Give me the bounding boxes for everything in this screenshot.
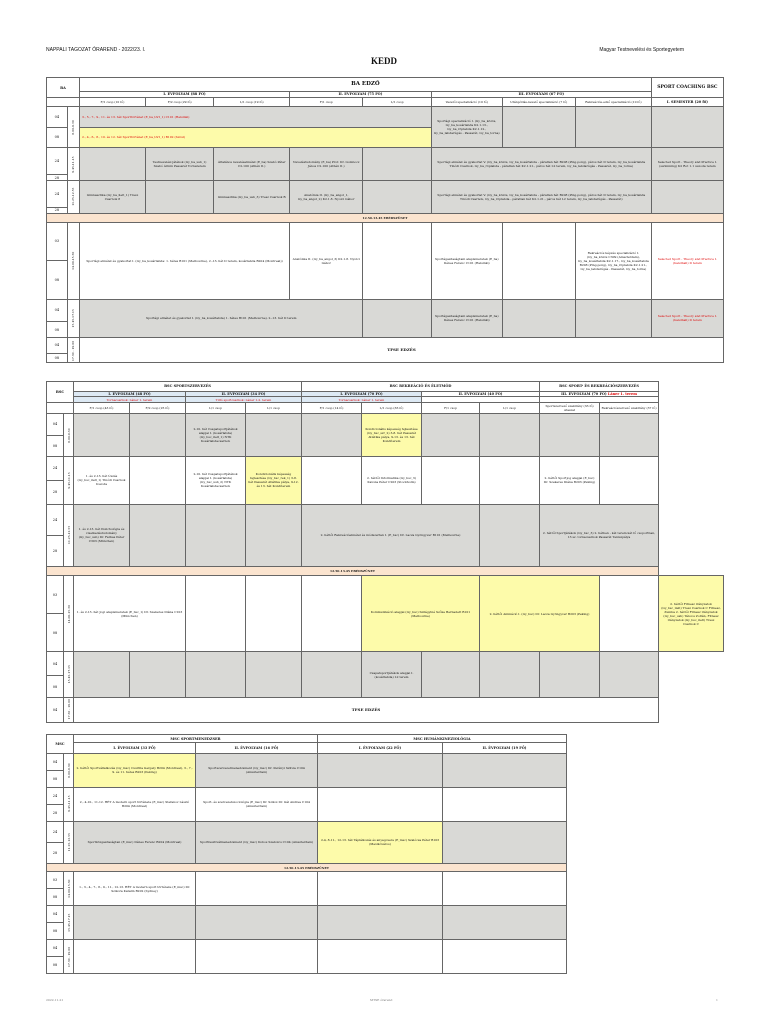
class-cell[interactable]: 3., 5., 7., 9., 11. és 13. hét Sporttörténet (E_ba_tört_1) C101 (Helsinki) xyxy=(79,107,431,127)
class-cell[interactable]: 2-10. hét Csapatsportjátékok alapjai I. (kosárlabda) (Gy_bsc_usb_2) NTK Kosárlabdacsarnok xyxy=(186,457,246,505)
time-slot: 14.00-15.30 xyxy=(64,576,74,652)
header-right: Magyar Testnevelési és Sportegyetem xyxy=(599,47,684,53)
table-corner-msc: MSC xyxy=(47,735,74,754)
class-cell[interactable]: Gimnasztika (Gy_ba_ilelt_1) Tresz Csarnok 8 xyxy=(79,180,145,213)
time-slot: 8.00-9.30 xyxy=(64,754,74,788)
class-cell[interactable]: Sportközgazdaságtan (E_msc) Dénes Ferenc B204 (Montreal) xyxy=(74,821,196,863)
day-number: 08 xyxy=(47,923,64,940)
day-number: 08 xyxy=(47,956,64,973)
day-number: 08 xyxy=(47,127,68,147)
bsc-schedule-table xyxy=(46,381,724,723)
class-cell[interactable]: Csapatsportjátékok alapjai I. (kosárlabda) L2 terem xyxy=(362,652,422,697)
class-cell[interactable]: Neveléstudomány (E_ba) Prof. Dr. Gombocz János C2-100 (Athén II.) xyxy=(290,148,363,181)
class-cell[interactable]: Sportszervezetmenedzsment (Gy_msc) Dr. Perényi Szilvia C104 (Amszterdam) xyxy=(196,754,318,788)
day-number: 03 xyxy=(47,576,64,614)
class-cell[interactable]: Selected Sport - Theory and Practice I. (swimming) K2 Rot 1.1 uszoda terem xyxy=(651,148,723,181)
class-cell[interactable]: Kommunikáció alapjai (Gy_bsc) Szilágyiné Szőke Bernadett B101 (Melbourne) xyxy=(362,576,480,652)
class-cell[interactable]: 1. és 2-13. hét Úszás (Gy_bsc_ilelt_1) Tinódi Csarnok Uszoda xyxy=(74,457,130,505)
header-left: NAPPALI TAGOZAT ÓRAREND - 2022/23. I. xyxy=(46,47,146,53)
day-title: KEDD xyxy=(370,56,397,66)
group-header: Rekreációszervező szakirány (37 fő) xyxy=(600,403,659,414)
class-cell[interactable]: Anatómia II. (Gy_ba_angol_1, Gy_ba_angol_2) K2.1.8. Nyolci Gábor xyxy=(290,180,363,213)
year-header: II. ÉVFOLYAM (75 FŐ) xyxy=(290,91,432,98)
class-cell[interactable]: Gimnasztika (Gy_ba_usb_3) Tresz Csarnok B xyxy=(214,180,290,213)
class-cell[interactable]: Kondicionális képesség fejlesztése (Gy_bsc_szr_2) 3-8. hét Passarét Atlétika pálya, 9-13. és 13. hét Kondíterem xyxy=(362,414,422,457)
group-header: F/2 csop (29 fő) xyxy=(145,98,213,107)
year-note: Tiltó sportcsarnok: Láner 1-2. terem xyxy=(186,397,302,403)
day-number: 04 xyxy=(47,338,68,354)
year-header: I. ÉVFOLYAM (48 FŐ) xyxy=(74,391,186,397)
year-header: II. ÉVFOLYAM (40 FŐ) xyxy=(422,391,540,397)
time-slot: 11.25-12.55 xyxy=(67,180,79,213)
group-header: F/1 csop (43 fő) xyxy=(74,403,130,414)
year-note: Tornacsarnok: Láner 1. terem xyxy=(302,397,422,403)
tfse-training: TFSE EDZÉS xyxy=(79,338,723,363)
day-number: 24 xyxy=(47,180,68,207)
time-slot: 15.45-17.15 xyxy=(64,652,74,697)
day-number: 04 xyxy=(47,906,64,923)
day-number: 08 xyxy=(47,889,64,906)
year-header: II. ÉVFOLYAM (34 FŐ) xyxy=(186,391,302,397)
day-number: 08 xyxy=(47,435,64,456)
group-header: L/1 csop (36 fő) xyxy=(362,403,422,414)
group-header: F/1 csop (10 fő) xyxy=(79,98,145,107)
class-cell[interactable]: Rekreációs képzés specializáció I. (Gy_ba_közös C309 (Amszterdam), Gy_ba_kosárlabda K2.1.17., Gy_ba_kosárlabda B208 (Ping-pong), Gy_ba_röplabda K2.1.21., Gy_ba_labdarúgás - Passarét, Gy_ba_torna) xyxy=(575,222,651,299)
day-number: 08 xyxy=(47,770,64,787)
class-cell[interactable]: Selected Sport - Theory and Practice I. (handball) D terem xyxy=(651,299,723,337)
year-header: I. ÉVFOLYAM (88 FŐ) xyxy=(79,91,289,98)
group-header: L/1 csop xyxy=(363,98,431,107)
time-slot: 8.00-9.30 xyxy=(67,107,79,148)
footer-right: 1 xyxy=(716,998,718,1002)
class-cell[interactable]: Sportágazdaságtani alapismeretek (E_ba) Dénes Ferenc C101 (Helsinki) xyxy=(431,222,502,299)
class-cell[interactable]: Sportági specializáció I. (Gy_ba_közös, Gy_ba_kosárlabda K2.1.13., Gy_ba_röplabda K2.1.12., Gy_ba_labdarúgás - Passarét, Gy_ba_torna) xyxy=(431,107,502,148)
day-number: 24 xyxy=(47,457,64,481)
day-number: 24 xyxy=(47,821,64,842)
class-cell[interactable]: 2-4, 8-11., 12-13. hét Táplálkozás és anyagcsere (E_msc) Szalócsa Péter B103 (Mexikóváros) xyxy=(318,821,443,863)
class-cell[interactable]: Selected Sport - Theory and Practice I. (handball) D terem xyxy=(651,222,723,299)
year-header: II. ÉVFOLYAM (16 FŐ) xyxy=(196,743,318,754)
group-header: L/1 csop (19 fő) xyxy=(214,98,290,107)
group-header: Rekreációs-edző specializáció (10 fő) xyxy=(575,98,651,107)
group-header: Vezetői specializáció (10 fő) xyxy=(431,98,502,107)
class-cell[interactable]: Sportági elmélet és gyakorlat V. (Gy_ba_közös, Gy_ba_kosárlabda - páratlan hét B208 (Ping-pong), páros hét D terem, Gy_ba_kosárlabda Tinódi Csarnok, Gy_ba_röplabda - páratlan hét K2.1.21., páros hét L2 terem, Gy_ba_labdarúgás - Passarét) xyxy=(431,180,651,213)
section-title: BSC SPORTSZERVEZÉS xyxy=(74,382,302,392)
class-cell[interactable]: Sportági elmélet és gyakorlat I. (Gy_ba_kosárlabda) 1. hétes B101 (Melbourne), 2.-13. hét D terem xyxy=(79,299,362,337)
year-header: II. ÉVFOLYAM (19 FŐ) xyxy=(443,743,567,754)
day-number: 24 xyxy=(47,504,64,535)
year-header: I. ÉVFOLYAM (22 FŐ) xyxy=(318,743,443,754)
lunch-break: 12.50-13.45 EBÉDSZÜNET xyxy=(47,213,724,222)
semester-header: I. SEMESTER (20 fő) xyxy=(651,98,723,107)
time-slot: 8.00-9.30 xyxy=(64,414,74,457)
ba-schedule-table xyxy=(46,77,724,363)
class-cell[interactable]: 2. héttől Animáció I. (Gy_bsc) Dr. Lacza Gyöngyver B203 (Peking) xyxy=(480,576,600,652)
day-number: 08 xyxy=(47,614,64,652)
lunch-break: 12.50-13.45 EBÉDSZÜNET xyxy=(47,863,567,871)
day-number: 08 xyxy=(47,676,64,697)
class-cell[interactable]: 2., 4-10., 11-12. HÉT A modern sport története (E_msc) Stefanov László B204 (Montreal) xyxy=(74,787,196,821)
class-cell[interactable]: 2., 4., 6., 8., 10. és 12. hét Sporttörténet (E_ba_tört_1) B102 (Szöul) xyxy=(79,127,431,147)
class-cell[interactable]: 1. és 2-13. hét Pszichológia és viselkedéstudomány (Gy_bsc_usb) Dr. Farkas Péter C303 (München) xyxy=(74,504,130,566)
class-cell[interactable]: Sportági elmélet és gyakorlat V. (Gy_ba_közös, Gy_ba_kosárlabda - páratlan hét B208 (Ping-pong), páros hét D terem, Gy_ba_kosárlabda Tinódi Csarnok, Gy_ba_röplabda - páratlan hét K2.1.21., páros hét L2 terem, Gy_ba_labdarúgás - Passarét, Gy_ba_torna) xyxy=(431,148,651,181)
year-header: III. ÉVFOLYAM (70 FŐ) Láner 1. terem xyxy=(540,391,659,397)
year-note: Tornacsarnok: Láner 1. terem xyxy=(74,397,186,403)
group-header: F/1 csop xyxy=(422,403,480,414)
group-header: Utánpótlás-nevelő specializáció (7 fő) xyxy=(502,98,575,107)
time-slot: 9.45-11.15 xyxy=(64,787,74,821)
footer-left: 2022-11-21 xyxy=(46,998,64,1002)
class-cell[interactable]: 2. héttől Sportvállalkozás (Gy_msc) Csurilla Gergely B204 (Montreal), 3., 7., 9. és 11. hétes B203 (Peking) xyxy=(74,754,196,788)
day-number: 03 xyxy=(47,222,68,260)
time-slot: 17.30 - 19.00 xyxy=(64,697,74,722)
class-cell[interactable]: Testnevelési játékok (Gy_ba_usb_1) Szabó Ármin Passarét Tornaterem xyxy=(145,148,213,181)
time-slot: 9.45-11.15 xyxy=(64,457,74,505)
section-title-sport-coaching: SPORT COACHING BSC xyxy=(651,78,723,98)
day-number: 28 xyxy=(47,842,64,863)
time-slot: 15.45-17.15 xyxy=(64,906,74,940)
class-cell[interactable]: 2. héttől Informatika (Gy_bsc_3) Katona Péter C203 (Stockholm) xyxy=(362,457,422,505)
class-cell[interactable]: Általános neveléselmélet (E_ba) Szabó Péter C2-100 (Athén II.) xyxy=(214,148,290,181)
tfse-training: TFSE EDZÉS xyxy=(74,697,659,722)
time-slot: 17.30 - 19.00 xyxy=(67,338,79,363)
group-header: L/1 csop xyxy=(480,403,540,414)
year-header: I. ÉVFOLYAM (70 FŐ) xyxy=(302,391,422,397)
group-header: L/1 csop xyxy=(246,403,302,414)
time-slot: 17.30 - 19.00 xyxy=(64,940,74,974)
day-number: 08 xyxy=(47,261,68,299)
section-title-ba-edzo: BA EDZŐ xyxy=(79,78,651,92)
year-header: I. ÉVFOLYAM (33 FŐ) xyxy=(74,743,196,754)
day-number: 04 xyxy=(47,107,68,127)
day-number: 04 xyxy=(47,652,64,676)
time-slot: 14.00-15.30 xyxy=(64,872,74,906)
footer-center: MTSE órarend xyxy=(370,998,393,1002)
class-cell[interactable]: 2. héttől Rekreációelmélet és módszertan I. (E_bsc) Dr. Lacza Gyöngyver B101 (Melbourne) xyxy=(302,504,480,566)
class-cell[interactable]: 2. héttől Fitnesz irányzatok (Gy_bsc_ilelt) Tresz Csarnok C Fitnesz, Zumba 2. héttől Fitnesz irányzatok (Gy_bsc_usb) Táncos Zoltán, Fitnesz irányzatok (Gy_bsc_ilelt) Tresz Csarnok C xyxy=(659,576,724,652)
class-cell[interactable]: Kondicionális képesség fejlesztése (Gy_bsc_rek_1) 3-8. hét Passarét Atlétika pálya, 9-12. és 13. hét Kondíterem xyxy=(246,457,302,505)
section-title: BSC SPORT- ÉS REKREÁCIÓSZERVEZÉS xyxy=(540,382,659,392)
class-cell[interactable]: Sportágazdaságtani alapismeretek (E_ba) Dénes Ferenc C101 (Helsinki) xyxy=(431,299,502,337)
day-number: 08 xyxy=(47,353,68,362)
class-cell[interactable]: 2-10. hét Csapatsportjátékok alapjai I. (kosárlabda) (Gy_bsc_ilelt_1) NTK Kosárlabdacsarnok xyxy=(186,414,246,457)
group-header: F/1 csop xyxy=(290,98,363,107)
day-number: 28 xyxy=(47,480,64,504)
group-header: L/1 csop xyxy=(186,403,246,414)
class-cell[interactable]: Sportfesztiválmenedzsment (Gy_msc) Dobos Szabolcs C104 (Amszterdam) xyxy=(196,821,318,863)
group-header: Sportszervező szakirány (33 fő) Ataszat xyxy=(540,403,600,414)
class-cell[interactable]: 2. héttől Sportjog alapjai (E_bsc) Dr. Szekeres Diána B203 (Peking) xyxy=(540,457,600,505)
time-slot: 11.25-12.55 xyxy=(64,821,74,863)
time-slot: 9.45-11.15 xyxy=(67,148,79,181)
class-cell[interactable]: Sportági elmélet és gyakorlat I. (Gy_ba_kosárlabda: 1. hétes B101 (Melbourne), 2.-13. hét D terem, kosárlabda B204 (Montreal)) xyxy=(79,222,289,299)
group-header: F/2 csop (25 fő) xyxy=(130,403,186,414)
group-header: F/1 csop (14 fő) xyxy=(302,403,362,414)
day-number: 04 xyxy=(47,414,64,435)
day-number: 28 xyxy=(47,175,68,181)
day-number: 24 xyxy=(47,787,64,804)
day-number: 04 xyxy=(47,697,64,722)
time-slot: 14.00-15.30 xyxy=(67,222,79,299)
day-number: 04 xyxy=(47,754,64,771)
class-cell[interactable]: 1., 3., 4., 7., 8., 9., 11., 12-13. HÉT A modern sport története (E_msc) Dr. Szikora Katalin B202 (Sydney) xyxy=(74,872,196,906)
day-number: 04 xyxy=(47,940,64,957)
msc-schedule-table xyxy=(46,734,567,974)
day-number: 28 xyxy=(47,535,64,566)
section-title: MSC HUMÁNKINEZIOLÓGIA xyxy=(318,735,567,743)
table-corner-bsc: BSC xyxy=(47,382,74,403)
time-slot: 11.25-12.55 xyxy=(64,504,74,566)
class-cell[interactable]: Anatómia II. (Gy_ba_angol_3) K2.1.8. Nyolci Gábor xyxy=(290,222,363,299)
lunch-break: 12.50-13.45 EBÉDSZÜNET xyxy=(47,566,659,576)
time-slot: 15.45-17.15 xyxy=(67,299,79,337)
day-number: 24 xyxy=(47,148,68,175)
day-number: 04 xyxy=(47,299,68,322)
section-title: MSC SPORTMENEDZSER xyxy=(74,735,318,743)
day-number: 03 xyxy=(47,872,64,889)
day-number: 28 xyxy=(47,804,64,821)
section-title: BSC REKREÁCIÓ ÉS ÉLETMÓD xyxy=(302,382,540,392)
table-corner-ba: BA xyxy=(47,78,80,98)
class-cell[interactable]: Sport- és szervezetszociológia (E_msc) Dr. Szikoi Dr. Gál Andrea C104 (Amszterdam) xyxy=(196,787,318,821)
class-cell[interactable]: 2. héttől Sportjátékok (Gy_bsc_3) 2. hétben - két terem két fő csoportban, 13 sz. tornacsarnok Passarét Teniszpálya xyxy=(540,504,659,566)
year-header: III. ÉVFOLYAM (67 FŐ) xyxy=(431,91,651,98)
day-number: 08 xyxy=(47,322,68,338)
day-number: 28 xyxy=(47,208,68,214)
class-cell[interactable]: 1. és 2-13. hét Jogi alapismeretek (E_bsc_1) Dr. Szekeres Diána C103 (München) xyxy=(74,576,186,652)
